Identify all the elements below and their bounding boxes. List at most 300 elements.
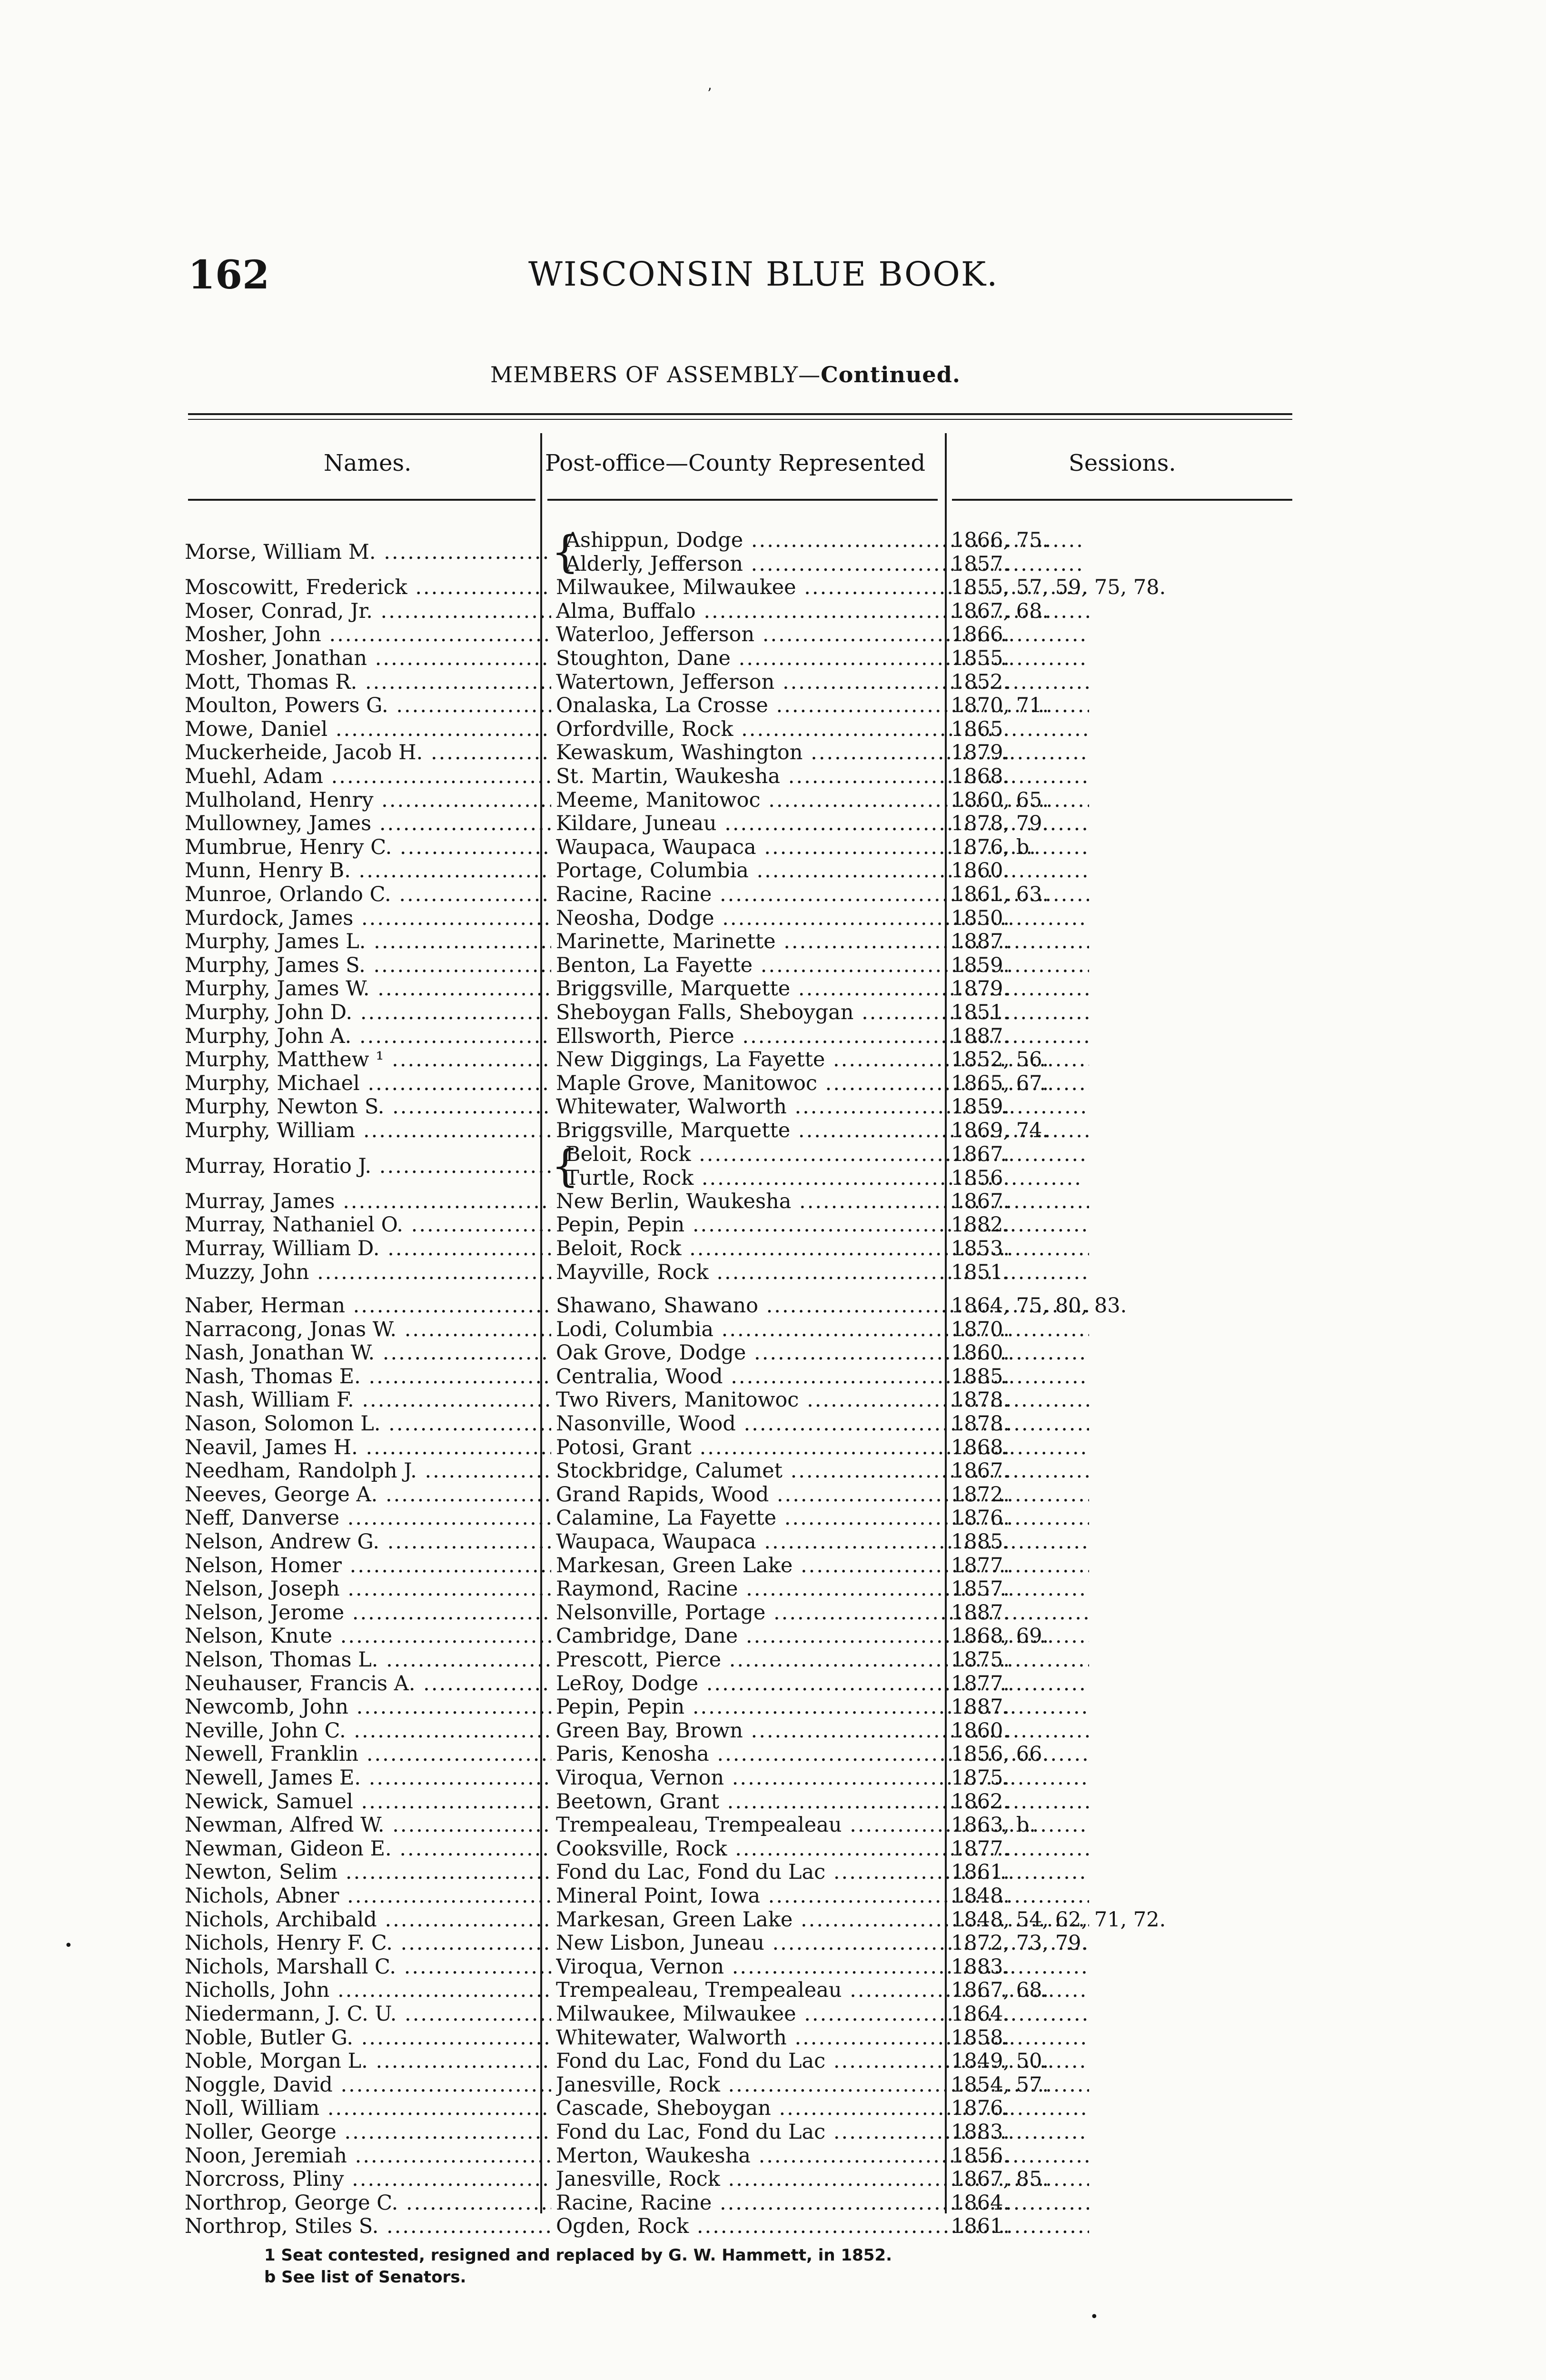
table-row <box>185 1742 1260 1766</box>
table-row <box>185 717 1260 741</box>
table-row <box>185 953 1260 977</box>
sessions: 1867, 68. <box>951 1978 1049 2003</box>
table-row <box>185 1388 1260 1412</box>
post-office: Trempealeau, Trempealeau ..... <box>556 1813 1089 1837</box>
member-name: Murphy, James S. ..... <box>185 953 551 977</box>
member-name: Murphy, John A. ..... <box>185 1024 551 1048</box>
table-row <box>185 835 1260 859</box>
brace: { <box>551 1140 579 1191</box>
sessions: 1878, 79. <box>951 812 1049 836</box>
sessions: 1860, 65. <box>951 788 1049 812</box>
post-office: Merton, Waukesha ..... <box>556 2144 1089 2168</box>
member-name: Murphy, Newton S. ..... <box>185 1095 551 1119</box>
table-row <box>185 1294 1260 1318</box>
member-name: Nichols, Archibald ..... <box>185 1908 551 1932</box>
member-name: Nelson, Joseph ..... <box>185 1577 551 1601</box>
member-name: Mullowney, James ..... <box>185 812 551 835</box>
table-row <box>185 2002 1260 2026</box>
post-office: Waterloo, Jefferson ..... <box>556 623 1089 646</box>
sessions: 1852, 56. <box>951 1048 1049 1072</box>
member-name: Mosher, Jonathan ..... <box>185 646 551 670</box>
sessions: 1872. <box>951 1482 1010 1507</box>
sessions: 1865, 67. <box>951 1071 1049 1095</box>
table-row <box>185 1648 1260 1672</box>
table-row <box>185 1766 1260 1790</box>
stray-mark: ʼ <box>707 86 712 102</box>
sessions: 1875. <box>951 1766 1010 1790</box>
post-office: Calamine, La Fayette ..... <box>556 1506 1089 1530</box>
post-office: Cambridge, Dane ..... <box>556 1624 1089 1648</box>
header-rule-post <box>547 499 938 501</box>
member-name: Neeves, George A. ..... <box>185 1483 551 1507</box>
table-row <box>185 2096 1260 2120</box>
sessions: 1867. <box>951 1142 1010 1166</box>
stray-mark: • <box>64 1937 73 1954</box>
post-office: Beloit, Rock ..... <box>565 1142 1084 1166</box>
post-office: Sheboygan Falls, Sheboygan ..... <box>556 1001 1089 1024</box>
sessions: 1860. <box>951 1341 1010 1365</box>
sessions: 1851. <box>951 1001 1010 1024</box>
member-name: Mowe, Daniel ..... <box>185 717 551 741</box>
sessions: 1883. <box>951 1954 1010 1979</box>
post-office: Markesan, Green Lake ..... <box>556 1554 1089 1577</box>
member-name: Nelson, Jerome ..... <box>185 1601 551 1625</box>
post-office: Racine, Racine ..... <box>556 883 1089 906</box>
sessions: 1887. <box>951 930 1010 954</box>
table-row <box>185 575 1260 599</box>
post-office: Janesville, Rock ..... <box>556 2073 1089 2097</box>
post-office: Pepin, Pepin ..... <box>556 1213 1089 1237</box>
table-row <box>185 1837 1260 1861</box>
sessions: 1855, 57, 59, 75, 78. <box>951 575 1166 600</box>
sessions: 1867, 68. <box>951 599 1049 623</box>
sessions: 1882. <box>951 1213 1010 1237</box>
sessions: 1887. <box>951 1600 1010 1625</box>
table-row <box>185 1365 1260 1388</box>
member-name: Murdock, James ..... <box>185 906 551 930</box>
table-row <box>185 930 1260 953</box>
sessions: 1877. <box>951 1671 1010 1696</box>
sessions: 1887. <box>951 1024 1010 1048</box>
column-header-post: Post-office—County Represented <box>545 450 926 476</box>
sessions: 1876. <box>951 2096 1010 2121</box>
column-header-names: Names. <box>324 450 412 476</box>
post-office: Benton, La Fayette ..... <box>556 953 1089 977</box>
member-name: Moser, Conrad, Jr. ..... <box>185 599 551 623</box>
member-name: Noon, Jeremiah ..... <box>185 2144 551 2168</box>
post-office: Paris, Kenosha ..... <box>556 1742 1089 1766</box>
sessions: 1861. <box>951 1860 1010 1884</box>
sessions: 1857. <box>951 552 1010 576</box>
post-office: Alderly, Jefferson ..... <box>565 552 1084 576</box>
sessions: 1859. <box>951 953 1010 977</box>
post-office: Centralia, Wood ..... <box>556 1365 1089 1388</box>
sessions: 1849, 50. <box>951 2049 1049 2073</box>
sessions: 1870. <box>951 1317 1010 1341</box>
sessions: 1885. <box>951 1364 1010 1388</box>
sessions: 1856. <box>951 1166 1010 1190</box>
post-office: Marinette, Marinette ..... <box>556 930 1089 953</box>
member-name: Nash, Thomas E. ..... <box>185 1365 551 1388</box>
sessions: 1870, 71. <box>951 694 1049 718</box>
table-row <box>185 1695 1260 1719</box>
post-office: Nelsonville, Portage ..... <box>556 1601 1089 1625</box>
post-office: St. Martin, Waukesha ..... <box>556 764 1089 788</box>
post-office: Beetown, Grant ..... <box>556 1790 1089 1814</box>
post-office: Viroqua, Vernon ..... <box>556 1766 1089 1790</box>
table-row <box>185 741 1260 764</box>
sessions: 1855. <box>951 646 1010 670</box>
table-row <box>185 2191 1260 2215</box>
post-office: Ogden, Rock ..... <box>556 2214 1089 2238</box>
post-office: Fond du Lac, Fond du Lac ..... <box>556 2049 1089 2073</box>
member-name: Newman, Alfred W. ..... <box>185 1813 551 1837</box>
table-row <box>185 1908 1260 1932</box>
member-name: Noble, Butler G. ..... <box>185 2026 551 2050</box>
post-office: Viroqua, Vernon ..... <box>556 1955 1089 1979</box>
member-name: Murphy, William ..... <box>185 1119 551 1142</box>
post-office: Milwaukee, Milwaukee ..... <box>556 2002 1089 2026</box>
sessions: 1848. <box>951 1884 1010 1908</box>
sessions: 1878. <box>951 1412 1010 1436</box>
post-office: Two Rivers, Manitowoc ..... <box>556 1388 1089 1412</box>
sessions: 1853. <box>951 1237 1010 1260</box>
sessions: 1885. <box>951 1530 1010 1554</box>
member-name: Murray, James ..... <box>185 1190 551 1213</box>
table-row <box>185 764 1260 788</box>
member-name: Nicholls, John ..... <box>185 1978 551 2002</box>
post-office: Waupaca, Waupaca ..... <box>556 1530 1089 1554</box>
page-number: 162 <box>188 252 270 298</box>
sessions: 1868. <box>951 764 1010 788</box>
post-office: Stockbridge, Calumet ..... <box>556 1459 1089 1483</box>
post-office: LeRoy, Dodge ..... <box>556 1672 1089 1696</box>
table-row <box>185 1955 1260 1979</box>
member-name: Murray, William D. ..... <box>185 1237 551 1260</box>
post-office: Briggsville, Marquette ..... <box>556 977 1089 1001</box>
sessions: 1863, b. <box>951 1813 1036 1837</box>
member-name: Murphy, James W. ..... <box>185 977 551 1001</box>
table-row <box>185 1672 1260 1696</box>
post-office: Fond du Lac, Fond du Lac ..... <box>556 2120 1089 2144</box>
member-name: Murray, Horatio J. ..... <box>185 1154 551 1178</box>
member-name: Murphy, Michael ..... <box>185 1071 551 1095</box>
post-office: Racine, Racine ..... <box>556 2191 1089 2215</box>
table-row <box>185 1119 1260 1142</box>
table-row <box>185 2144 1260 2168</box>
member-name: Neff, Danverse ..... <box>185 1506 551 1530</box>
post-office: Watertown, Jefferson ..... <box>556 670 1089 694</box>
sessions: 1883. <box>951 2120 1010 2144</box>
post-office: Markesan, Green Lake ..... <box>556 1908 1089 1932</box>
sessions: 1879. <box>951 741 1010 765</box>
post-office: Briggsville, Marquette ..... <box>556 1119 1089 1142</box>
table-row <box>185 1813 1260 1837</box>
sessions: 1857. <box>951 1577 1010 1601</box>
running-title: WISCONSIN BLUE BOOK. <box>528 255 999 294</box>
member-name: Muzzy, John ..... <box>185 1260 551 1284</box>
sessions: 1876. <box>951 1506 1010 1530</box>
post-office: New Diggings, La Fayette ..... <box>556 1048 1089 1071</box>
member-name: Niedermann, J. C. U. ..... <box>185 2002 551 2026</box>
post-office: Grand Rapids, Wood ..... <box>556 1483 1089 1507</box>
table-row <box>185 1978 1260 2002</box>
sessions: 1875. <box>951 1648 1010 1672</box>
table-row <box>185 906 1260 930</box>
post-office: Mayville, Rock ..... <box>556 1260 1089 1284</box>
post-office: Whitewater, Walworth ..... <box>556 2026 1089 2050</box>
stray-mark: • <box>1090 2309 1099 2325</box>
table-row <box>185 2214 1260 2238</box>
member-name: Mulholand, Henry ..... <box>185 788 551 812</box>
sessions: 1861, 63. <box>951 883 1049 906</box>
member-name: Noller, George ..... <box>185 2120 551 2144</box>
table-row <box>185 1506 1260 1530</box>
post-office: Ellsworth, Pierce ..... <box>556 1024 1089 1048</box>
member-name: Norcross, Pliny ..... <box>185 2167 551 2191</box>
table-row <box>185 1554 1260 1577</box>
table-row <box>185 1237 1260 1260</box>
table-title <box>490 362 961 387</box>
post-office: Waupaca, Waupaca ..... <box>556 835 1089 859</box>
sessions: 1866, 75. <box>951 528 1049 552</box>
post-office: Neosha, Dodge ..... <box>556 906 1089 930</box>
table-row <box>185 1483 1260 1507</box>
member-name: Nichols, Abner ..... <box>185 1884 551 1908</box>
sessions: 1861. <box>951 2214 1010 2239</box>
post-office: Raymond, Racine ..... <box>556 1577 1089 1601</box>
top-rule <box>188 413 1292 415</box>
sessions: 1852. <box>951 670 1010 694</box>
table-row <box>185 599 1260 623</box>
table-row <box>185 1213 1260 1237</box>
member-name: Munn, Henry B. ..... <box>185 859 551 883</box>
sessions: 1869, 74. <box>951 1119 1049 1142</box>
sessions: 1872, 73, 79. <box>951 1931 1088 1955</box>
member-name: Noll, William ..... <box>185 2096 551 2120</box>
post-office: Stoughton, Dane ..... <box>556 646 1089 670</box>
sessions: 1864. <box>951 2002 1010 2026</box>
post-office: Kildare, Juneau ..... <box>556 812 1089 835</box>
table-row <box>185 1790 1260 1814</box>
sessions: 1879. <box>951 977 1010 1001</box>
table-row <box>185 1860 1260 1884</box>
table-row <box>185 1142 1260 1190</box>
sessions: 1868, 69. <box>951 1624 1049 1648</box>
post-office: Fond du Lac, Fond du Lac ..... <box>556 1860 1089 1884</box>
sessions: 1867. <box>951 1459 1010 1483</box>
table-row <box>185 1530 1260 1554</box>
table-row <box>185 623 1260 646</box>
table-row <box>185 1624 1260 1648</box>
member-name: Newick, Samuel ..... <box>185 1790 551 1814</box>
table-row <box>185 1577 1260 1601</box>
post-office: Meeme, Manitowoc ..... <box>556 788 1089 812</box>
sessions: 1862. <box>951 1789 1010 1814</box>
post-office: Pepin, Pepin ..... <box>556 1695 1089 1719</box>
sessions: 1850. <box>951 906 1010 930</box>
table-row <box>185 1601 1260 1625</box>
table-row <box>185 1095 1260 1119</box>
member-name: Munroe, Orlando C. ..... <box>185 883 551 906</box>
table-row <box>185 2120 1260 2144</box>
sessions: 1867. <box>951 1189 1010 1213</box>
member-name: Nichols, Marshall C. ..... <box>185 1955 551 1979</box>
post-office: Mineral Point, Iowa ..... <box>556 1884 1089 1908</box>
sessions: 1887. <box>951 1695 1010 1719</box>
table-title-dash: — <box>798 362 821 387</box>
table-row <box>185 2073 1260 2097</box>
sessions: 1848, 54, 62, 71, 72. <box>951 1907 1166 1932</box>
member-name: Morse, William M. ..... <box>185 540 551 564</box>
post-office: Kewaskum, Washington ..... <box>556 741 1089 764</box>
post-office: Janesville, Rock ..... <box>556 2167 1089 2191</box>
member-name: Nelson, Thomas L. ..... <box>185 1648 551 1672</box>
table-row <box>185 977 1260 1001</box>
table-row <box>185 694 1260 717</box>
member-name: Northrop, Stiles S. ..... <box>185 2214 551 2238</box>
post-office: Orfordville, Rock ..... <box>556 717 1089 741</box>
member-name: Murphy, John D. ..... <box>185 1001 551 1024</box>
post-office: Cooksville, Rock ..... <box>556 1837 1089 1861</box>
member-name: Muehl, Adam ..... <box>185 764 551 788</box>
table-row <box>185 883 1260 906</box>
member-name: Nelson, Knute ..... <box>185 1624 551 1648</box>
table-row <box>185 2026 1260 2050</box>
sessions: 1864, 75, 80, 83. <box>951 1294 1127 1318</box>
table-row <box>185 788 1260 812</box>
member-name: Nelson, Andrew G. ..... <box>185 1530 551 1554</box>
post-office: Ashippun, Dodge ..... <box>565 528 1084 552</box>
member-name: Narracong, Jonas W. ..... <box>185 1318 551 1341</box>
sessions: 1867, 85. <box>951 2167 1049 2192</box>
sessions: 1878. <box>951 1388 1010 1412</box>
sessions: 1856, 66. <box>951 1742 1049 1766</box>
table-row <box>185 1260 1260 1284</box>
member-name: Neville, John C. ..... <box>185 1719 551 1743</box>
member-name: Murphy, Matthew ¹ ..... <box>185 1048 551 1071</box>
post-office: Oak Grove, Dodge ..... <box>556 1341 1089 1365</box>
footnote-b: b See list of Senators. <box>264 2268 466 2287</box>
table-row <box>185 646 1260 670</box>
member-name: Murray, Nathaniel O. ..... <box>185 1213 551 1237</box>
sessions: 1858. <box>951 2025 1010 2050</box>
sessions: 1854, 57. <box>951 2073 1049 2097</box>
member-name: Noggle, David ..... <box>185 2073 551 2097</box>
member-name: Newman, Gideon E. ..... <box>185 1837 551 1861</box>
member-name: Newton, Selim ..... <box>185 1860 551 1884</box>
sessions: 1856. <box>951 2143 1010 2168</box>
post-office: Onalaska, La Crosse ..... <box>556 694 1089 717</box>
member-name: Moulton, Powers G. ..... <box>185 694 551 717</box>
post-office: Cascade, Sheboygan ..... <box>556 2096 1089 2120</box>
post-office: Maple Grove, Manitowoc ..... <box>556 1071 1089 1095</box>
post-office: New Lisbon, Juneau ..... <box>556 1931 1089 1955</box>
top-rule-thin <box>188 419 1292 420</box>
member-name: Newcomb, John ..... <box>185 1695 551 1719</box>
member-name: Nelson, Homer ..... <box>185 1554 551 1577</box>
post-office: Portage, Columbia ..... <box>556 859 1089 883</box>
table-row <box>185 1412 1260 1436</box>
footnotes <box>264 2244 892 2288</box>
member-name: Needham, Randolph J. ..... <box>185 1459 551 1483</box>
table-row <box>185 2049 1260 2073</box>
table-row <box>185 1719 1260 1743</box>
member-name: Naber, Herman ..... <box>185 1294 551 1318</box>
table-title-main: MEMBERS OF ASSEMBLY <box>490 362 799 387</box>
member-name: Mott, Thomas R. ..... <box>185 670 551 694</box>
post-office: New Berlin, Waukesha ..... <box>556 1190 1089 1213</box>
sessions: 1859. <box>951 1095 1010 1119</box>
post-office: Lodi, Columbia ..... <box>556 1318 1089 1341</box>
sessions: 1866. <box>951 623 1010 647</box>
column-header-sessions: Sessions. <box>1069 450 1176 476</box>
table-row <box>185 2167 1260 2191</box>
member-name: Neuhauser, Francis A. ..... <box>185 1672 551 1696</box>
table-row <box>185 1436 1260 1459</box>
table-row <box>185 1459 1260 1483</box>
post-office: Shawano, Shawano ..... <box>556 1294 1089 1318</box>
post-office: Prescott, Pierce ..... <box>556 1648 1089 1672</box>
member-name: Mumbrue, Henry C. ..... <box>185 835 551 859</box>
sessions: 1864. <box>951 2191 1010 2215</box>
sessions: 1860. <box>951 859 1010 883</box>
member-name: Neavil, James H. ..... <box>185 1436 551 1459</box>
member-name: Muckerheide, Jacob H. ..... <box>185 741 551 764</box>
post-office: Whitewater, Walworth ..... <box>556 1095 1089 1119</box>
table-row <box>185 812 1260 835</box>
table-row <box>185 1318 1260 1341</box>
member-name: Northrop, George C. ..... <box>185 2191 551 2215</box>
sessions: 1851. <box>951 1260 1010 1284</box>
table-row <box>185 1024 1260 1048</box>
member-name: Nichols, Henry F. C. ..... <box>185 1931 551 1955</box>
member-name: Nash, Jonathan W. ..... <box>185 1341 551 1365</box>
footnote-1: 1 Seat contested, resigned and replaced by G. W. Hammett, in 1852. <box>264 2246 892 2265</box>
member-name: Newell, James E. ..... <box>185 1766 551 1790</box>
member-name: Newell, Franklin ..... <box>185 1742 551 1766</box>
table-title-continued: Continued. <box>821 362 961 387</box>
table-row <box>185 1001 1260 1024</box>
post-office: Green Bay, Brown ..... <box>556 1719 1089 1743</box>
table-row <box>185 1884 1260 1908</box>
member-name: Moscowitt, Frederick ..... <box>185 575 551 599</box>
table-row <box>185 1341 1260 1365</box>
header-rule-sessions <box>952 499 1292 501</box>
post-office: Turtle, Rock ..... <box>565 1166 1084 1190</box>
sessions: 1868. <box>951 1435 1010 1459</box>
member-name: Mosher, John ..... <box>185 623 551 646</box>
member-name: Noble, Morgan L. ..... <box>185 2049 551 2073</box>
sessions: 1876, b. <box>951 835 1036 859</box>
sessions: 1877. <box>951 1553 1010 1577</box>
table-row <box>185 1071 1260 1095</box>
sessions: 1865. <box>951 717 1010 741</box>
table-row <box>185 670 1260 694</box>
table-row <box>185 528 1260 576</box>
table-row <box>185 1190 1260 1213</box>
member-name: Nash, William F. ..... <box>185 1388 551 1412</box>
sessions: 1877. <box>951 1836 1010 1861</box>
header-rule-names <box>188 499 535 501</box>
member-name: Murphy, James L. ..... <box>185 930 551 953</box>
post-office: Beloit, Rock ..... <box>556 1237 1089 1260</box>
post-office: Trempealeau, Trempealeau ..... <box>556 1978 1089 2002</box>
post-office: Alma, Buffalo ..... <box>556 599 1089 623</box>
member-name: Nason, Solomon L. ..... <box>185 1412 551 1436</box>
table-row <box>185 859 1260 883</box>
brace: { <box>551 526 579 577</box>
